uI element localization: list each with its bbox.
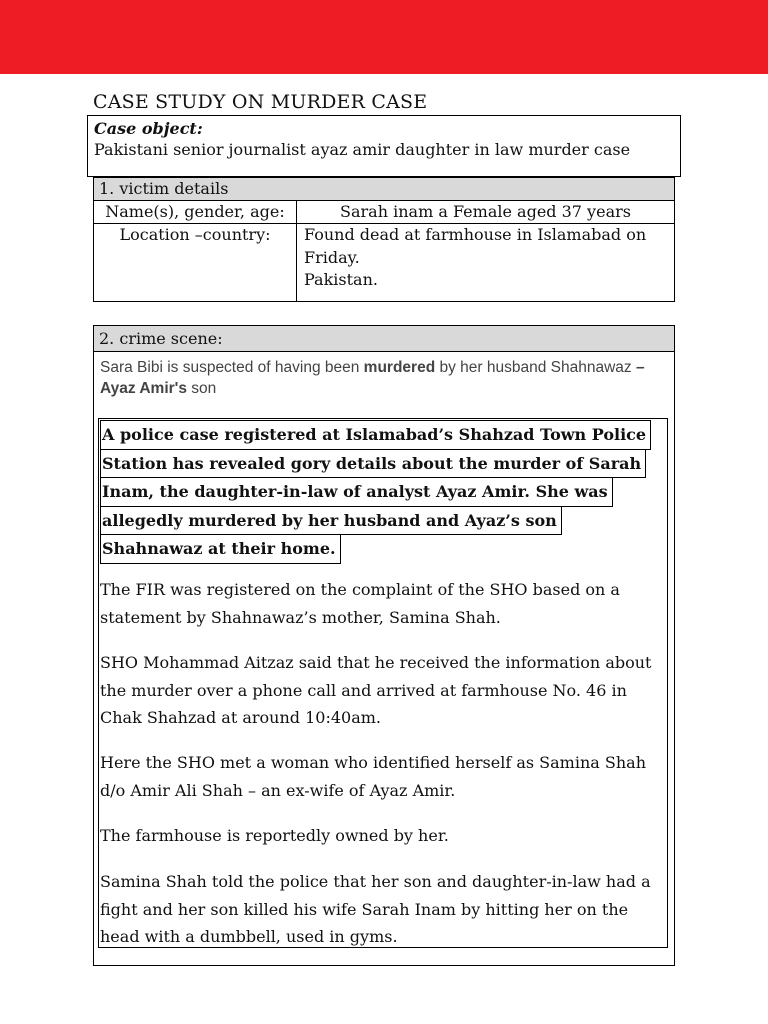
case-object-text: Pakistani senior journalist ayaz amir daughter in law murder case (94, 140, 631, 159)
victim-details-table (93, 177, 675, 302)
intro-text: son (186, 380, 217, 397)
highlighted-line: allegedly murdered by her husband and Ayaz’s son (100, 506, 562, 536)
crime-scene-heading: 2. crime scene: (94, 326, 674, 352)
intro-text: Sara Bibi is suspected of having been (100, 359, 364, 376)
victim-details-heading: 1. victim details (94, 178, 674, 201)
location-line: Found dead at farmhouse in Islamabad on (304, 225, 647, 244)
intro-bold-ayaz: – Ayaz Amir's (100, 359, 645, 397)
case-object-box (87, 115, 681, 177)
victim-name-row (94, 201, 674, 224)
intro-text: by her husband Shahnawaz (435, 359, 636, 376)
victim-name-label: Name(s), gender, age: (94, 201, 297, 223)
top-red-band (0, 0, 768, 74)
victim-location-value (297, 224, 674, 302)
document-title: CASE STUDY ON MURDER CASE (93, 91, 428, 113)
highlighted-line: Station has revealed gory details about the murder of Sarah (100, 449, 646, 479)
highlighted-line: Inam, the daughter-in-law of analyst Ayaz Amir. She was (100, 477, 613, 507)
victim-location-label: Location –country: (94, 224, 297, 302)
paragraph-fir: The FIR was registered on the complaint of the SHO based on a statement by Shahnawaz’s mother, Samina Shah. (100, 580, 620, 627)
paragraph-fight: Samina Shah told the police that her son and daughter-in-law had a fight and her son killed his wife Sarah Inam by hitting her on the head with a dumbbell, used in gyms. (100, 872, 651, 946)
location-line: Pakistan. (304, 270, 378, 289)
victim-location-row (94, 224, 674, 302)
paragraph-farmhouse-owner: The farmhouse is reportedly owned by her. (100, 826, 449, 845)
paragraph-samina-met: Here the SHO met a woman who identified herself as Samina Shah d/o Amir Ali Shah – an ex-wife of Ayaz Amir. (100, 753, 646, 800)
highlighted-line: A police case registered at Islamabad’s Shahzad Town Police (100, 420, 651, 450)
location-line: Friday. (304, 247, 360, 267)
highlighted-line: Shahnawaz at their home. (100, 534, 341, 564)
highlighted-summary (100, 421, 651, 564)
case-object-label: Case object: (94, 119, 203, 138)
victim-name-value: Sarah inam a Female aged 37 years (340, 202, 631, 221)
crime-scene-intro (100, 357, 660, 399)
intro-bold-murdered: murdered (363, 359, 436, 376)
paragraph-sho-call: SHO Mohammad Aitzaz said that he received the information about the murder over a phone call and arrived at farmhouse No. 46 in Chak Shahzad at around 10:40am. (100, 653, 652, 727)
